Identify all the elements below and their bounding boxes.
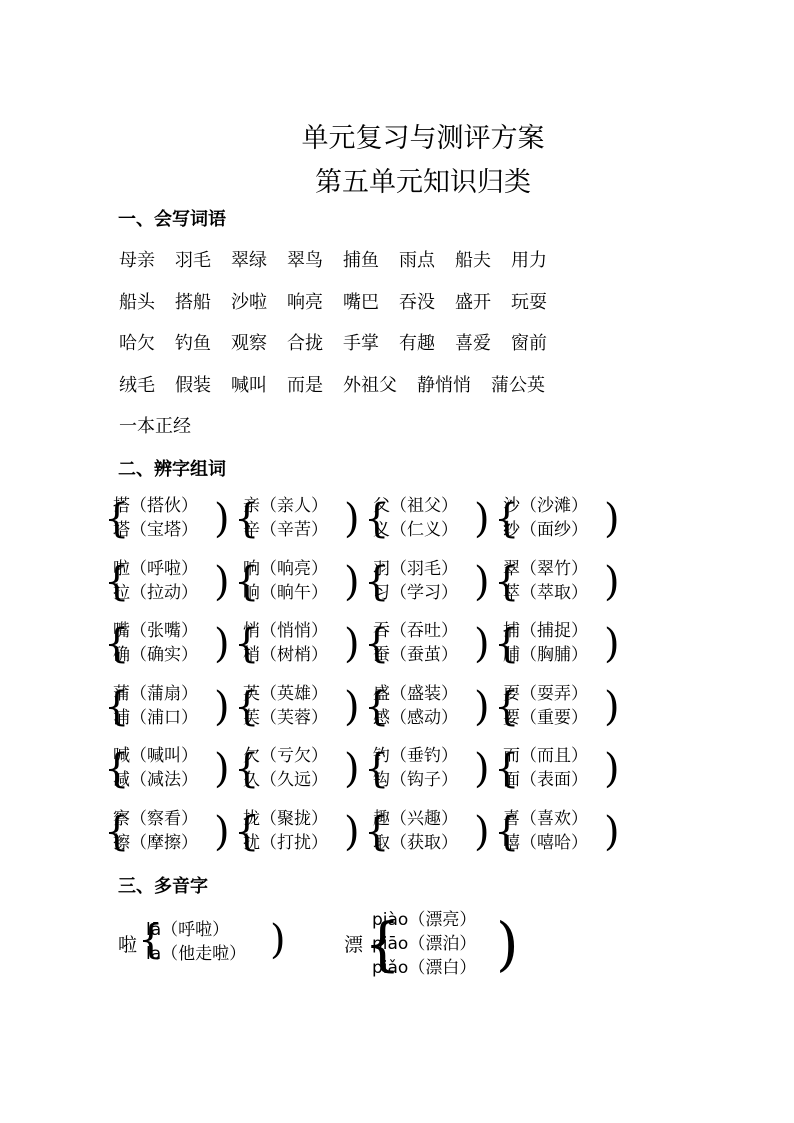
char-group — [234, 619, 364, 669]
group-line: 欠（亏欠） — [243, 746, 328, 766]
char-group — [104, 494, 234, 544]
group-line: 响（响亮） — [243, 558, 328, 579]
word-row — [119, 412, 639, 454]
brace-open: { — [364, 496, 390, 542]
char-group — [364, 619, 494, 669]
group-line: 蚕（蚕茧） — [373, 645, 458, 665]
page-title: 单元复习与测评方案 — [301, 123, 545, 154]
group-line: 盛（盛装） — [373, 683, 458, 704]
brace-close: ) — [604, 683, 620, 730]
brace-open: { — [494, 558, 520, 605]
group-line: 久（久远） — [243, 770, 328, 790]
word: 船头 — [119, 291, 155, 313]
brace-close: ) — [344, 496, 360, 542]
word: 羽毛 — [175, 250, 211, 271]
char-group — [234, 682, 364, 732]
group-line: 感（感动） — [373, 707, 458, 728]
group-line: 亲（亲人） — [243, 496, 328, 516]
brace-close: ) — [344, 746, 360, 792]
word-row — [119, 371, 639, 413]
char-group — [104, 619, 234, 669]
brace-open: { — [364, 683, 390, 730]
brace-open: { — [138, 917, 164, 963]
word: 嘴巴 — [343, 291, 379, 313]
word: 船夫 — [455, 250, 491, 271]
group-line: 蒲（蒲扇） — [113, 683, 198, 704]
brace-close: ) — [214, 496, 230, 542]
word: 蒲公英 — [491, 374, 545, 396]
page-subtitle: 第五单元知识归类 — [315, 167, 531, 198]
word: 手掌 — [343, 333, 379, 354]
word: 观察 — [231, 333, 267, 354]
brace-open: { — [364, 808, 390, 855]
char-group — [364, 557, 494, 607]
brace-open: { — [104, 621, 130, 667]
char-group — [104, 744, 234, 794]
word-list — [119, 246, 639, 454]
brace-open: { — [104, 746, 130, 792]
brace-open: { — [364, 746, 390, 792]
word: 假装 — [175, 374, 211, 396]
char-group — [364, 807, 494, 857]
brace-close: ) — [214, 621, 230, 667]
reading-line: la（他走啦） — [146, 944, 247, 964]
group-line: 浦（浦口） — [113, 707, 198, 728]
group-line: 钩（钩子） — [373, 770, 458, 790]
brace-open: { — [104, 558, 130, 605]
group-line: 搭（搭伙） — [113, 496, 198, 516]
word: 外祖父 — [343, 374, 397, 396]
brace-close: ) — [604, 496, 620, 542]
group-line: 父（祖父） — [373, 496, 458, 516]
brace-open: { — [494, 746, 520, 792]
word: 吞没 — [399, 291, 435, 313]
brace-open: { — [364, 558, 390, 605]
brace-close: ) — [604, 746, 620, 792]
group-line: 喊（喊叫） — [113, 746, 198, 766]
section-heading-distinguish: 二、辨字组词 — [118, 459, 226, 480]
brace-close: ) — [344, 808, 360, 855]
word: 钓鱼 — [175, 333, 211, 354]
char-group — [494, 807, 624, 857]
group-line: 芙（芙蓉） — [243, 707, 328, 728]
char-group — [104, 557, 234, 607]
group-line: 察（察看） — [113, 808, 198, 829]
brace-open: { — [234, 621, 260, 667]
section-heading-polyphonic: 三、多音字 — [118, 876, 208, 897]
brace-close: ) — [604, 808, 620, 855]
word: 有趣 — [399, 333, 435, 354]
group-line: 耍（耍弄） — [503, 683, 588, 704]
word: 响亮 — [287, 291, 323, 313]
group-line: 义（仁义） — [373, 520, 458, 540]
brace-close: ) — [474, 621, 490, 667]
char-group-grid — [104, 494, 624, 869]
reading-line: piào（漂亮） — [372, 910, 477, 930]
reading-line: piǎo（漂白） — [372, 958, 477, 978]
brace-close: ) — [474, 808, 490, 855]
brace-close: ) — [604, 558, 620, 605]
brace-close: ) — [474, 683, 490, 730]
brace-close: ) — [344, 621, 360, 667]
brace-close: ) — [604, 621, 620, 667]
group-line: 取（获取） — [373, 832, 458, 853]
char-group — [364, 682, 494, 732]
word: 合拢 — [287, 333, 323, 354]
brace-open: { — [494, 621, 520, 667]
brace-open: { — [234, 496, 260, 542]
word: 喊叫 — [231, 374, 267, 396]
brace-close: ) — [496, 910, 519, 978]
brace-close: ) — [214, 808, 230, 855]
brace-close: ) — [344, 683, 360, 730]
brace-close: ) — [474, 558, 490, 605]
char-group — [494, 744, 624, 794]
brace-open: { — [364, 910, 401, 978]
brace-open: { — [364, 621, 390, 667]
group-line: 要（重要） — [503, 707, 588, 728]
brace-open: { — [104, 683, 130, 730]
brace-open: { — [104, 496, 130, 542]
group-line: 塔（宝塔） — [113, 520, 198, 540]
word: 窗前 — [511, 333, 547, 354]
brace-open: { — [494, 496, 520, 542]
char-group-row — [104, 557, 624, 620]
word: 雨点 — [399, 250, 435, 271]
group-line: 嘴（张嘴） — [113, 621, 198, 641]
word: 哈欠 — [119, 333, 155, 354]
section-heading-write-words: 一、会写词语 — [118, 209, 226, 230]
brace-open: { — [234, 558, 260, 605]
reading-line: lā（呼啦） — [146, 920, 230, 940]
word-row — [119, 288, 639, 330]
char-group — [104, 682, 234, 732]
word-row — [119, 329, 639, 371]
brace-open: { — [234, 683, 260, 730]
char-group — [364, 494, 494, 544]
group-line: 钓（垂钓） — [373, 746, 458, 766]
word: 捕鱼 — [343, 250, 379, 271]
char-group — [234, 744, 364, 794]
word: 静悄悄 — [417, 374, 471, 396]
char-group — [234, 807, 364, 857]
group-line: 擦（摩擦） — [113, 832, 198, 853]
word: 盛开 — [455, 291, 491, 313]
group-line: 悄（悄悄） — [243, 621, 328, 641]
group-line: 脯（胸脯） — [503, 645, 588, 665]
group-line: 嘻（嘻哈） — [503, 832, 588, 853]
group-line: 拢（聚拢） — [243, 808, 328, 829]
char-group — [104, 807, 234, 857]
group-line: 沙（沙滩） — [503, 496, 588, 516]
char-group — [494, 619, 624, 669]
brace-close: ) — [270, 917, 286, 963]
group-line: 吞（吞吐） — [373, 621, 458, 641]
group-line: 拉（拉动） — [113, 582, 198, 603]
char-group-row — [104, 682, 624, 745]
word: 搭船 — [175, 291, 211, 313]
word: 母亲 — [119, 250, 155, 271]
group-line: 捕（捕捉） — [503, 621, 588, 641]
brace-open: { — [234, 746, 260, 792]
group-line: 趣（兴趣） — [373, 808, 458, 829]
brace-close: ) — [474, 746, 490, 792]
group-line: 萃（萃取） — [503, 582, 588, 603]
polyphonic-char: 啦 — [118, 934, 138, 956]
group-line: 辛（辛苦） — [243, 520, 328, 540]
word: 翠鸟 — [287, 250, 323, 271]
group-line: 羽（羽毛） — [373, 558, 458, 579]
char-group-row — [104, 494, 624, 557]
char-group — [234, 494, 364, 544]
word: 喜爱 — [455, 333, 491, 354]
group-line: 习（学习） — [373, 582, 458, 603]
group-line: 纱（面纱） — [503, 520, 588, 540]
brace-open: { — [234, 808, 260, 855]
polyphonic-char: 漂 — [344, 934, 364, 956]
word: 绒毛 — [119, 374, 155, 396]
word: 而是 — [287, 374, 323, 396]
char-group — [494, 494, 624, 544]
group-line: 扰（打扰） — [243, 832, 328, 853]
char-group-row — [104, 807, 624, 870]
group-line: 而（而且） — [503, 746, 588, 766]
char-group — [364, 744, 494, 794]
brace-close: ) — [214, 746, 230, 792]
word: 用力 — [511, 250, 547, 271]
brace-open: { — [494, 683, 520, 730]
group-line: 梢（树梢） — [243, 645, 328, 665]
group-line: 减（减法） — [113, 770, 198, 790]
group-line: 面（表面） — [503, 770, 588, 790]
brace-open: { — [494, 808, 520, 855]
group-line: 喜（喜欢） — [503, 808, 588, 829]
word: 沙啦 — [231, 291, 267, 313]
word-row — [119, 246, 639, 288]
word: 玩耍 — [511, 291, 547, 313]
group-line: 晌（晌午） — [243, 582, 328, 603]
brace-close: ) — [344, 558, 360, 605]
word: 一本正经 — [119, 416, 191, 437]
brace-close: ) — [214, 683, 230, 730]
char-group — [494, 682, 624, 732]
brace-close: ) — [474, 496, 490, 542]
group-line: 翠（翠竹） — [503, 558, 588, 579]
char-group — [234, 557, 364, 607]
char-group-row — [104, 744, 624, 807]
brace-close: ) — [214, 558, 230, 605]
reading-line: piāo（漂泊） — [372, 934, 477, 954]
group-line: 确（确实） — [113, 645, 198, 665]
brace-open: { — [104, 808, 130, 855]
char-group-row — [104, 619, 624, 682]
group-line: 啦（呼啦） — [113, 558, 198, 579]
char-group — [494, 557, 624, 607]
group-line: 英（英雄） — [243, 683, 328, 704]
word: 翠绿 — [231, 250, 267, 271]
